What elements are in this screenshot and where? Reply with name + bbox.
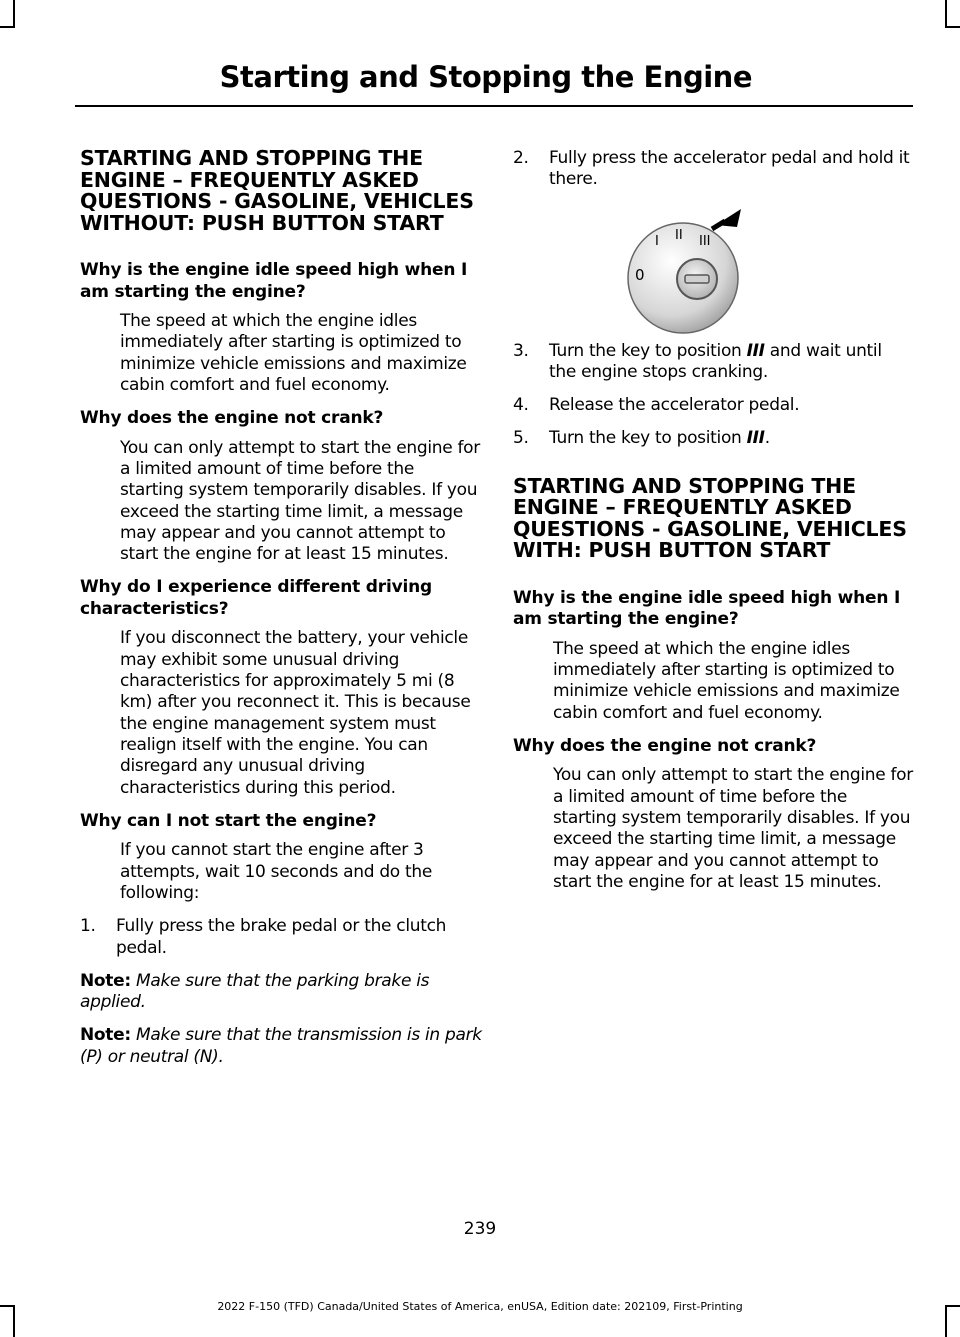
crop-mark xyxy=(945,26,960,28)
section-heading: STARTING AND STOPPING THE ENGINE – FREQUENTLY ASKED QUESTIONS - GASOLINE, VEHICLES WITH: PUSH BUTTON START xyxy=(513,473,907,563)
step-text: Release the accelerator pedal. xyxy=(549,395,800,416)
header-rule xyxy=(75,105,913,107)
faq-question: Why does the engine not crank? xyxy=(80,408,384,429)
faq-answer: The speed at which the engine idles immediately after starting is optimized to minimize vehicle emissions and maximize cabin comfort and fuel economy. xyxy=(120,311,467,395)
step-text-part: . xyxy=(764,428,770,449)
note xyxy=(80,971,482,1014)
arrow-indicator-icon xyxy=(712,221,725,229)
step-2 xyxy=(513,148,913,191)
page-number: 239 xyxy=(463,1219,497,1239)
step-text-part: Turn the key to position xyxy=(549,428,747,449)
step-3 xyxy=(513,341,913,384)
section-heading: STARTING AND STOPPING THE ENGINE – FREQUENTLY ASKED QUESTIONS - GASOLINE, VEHICLES WITHOUT: PUSH BUTTON START xyxy=(80,146,474,235)
faq-answer: If you cannot start the engine after 3 attempts, wait 10 seconds and do the following: xyxy=(120,840,433,903)
faq-answer: You can only attempt to start the engine for a limited amount of time before the starting system temporarily disables. If you exceed the starting time limit, a message may appear and you cannot attempt to start the engine for at least 15 minutes. xyxy=(553,765,913,892)
step-number: 3. xyxy=(513,340,529,361)
faq-question: Why is the engine idle speed high when I am starting the engine? xyxy=(513,587,901,630)
step-1 xyxy=(80,916,482,959)
step-text xyxy=(549,341,913,384)
key-position: III xyxy=(746,428,765,449)
right-column xyxy=(513,148,913,905)
ignition-figure xyxy=(513,203,913,341)
note-label: Note: xyxy=(80,970,131,991)
step-number: 5. xyxy=(513,428,529,449)
step-4 xyxy=(513,395,913,416)
key-position: III xyxy=(746,340,765,361)
crop-mark xyxy=(945,0,947,28)
note xyxy=(80,1025,482,1068)
crop-mark xyxy=(13,0,15,28)
crop-mark xyxy=(0,26,15,28)
faq-answer: If you disconnect the battery, your vehicle may exhibit some unusual driving characteristics for approximately 5 mi (8 km) after you reconnect it. This is because the engine management system must realign itself with the engine. You can disregard any unusual driving characteristics during this period. xyxy=(120,628,471,798)
step-number: 4. xyxy=(513,395,529,416)
step-number: 1. xyxy=(80,916,96,937)
step-text: Fully press the brake pedal or the clutch pedal. xyxy=(116,916,447,958)
faq-answer: The speed at which the engine idles immediately after starting is optimized to minimize vehicle emissions and maximize cabin comfort and fuel economy. xyxy=(553,638,900,723)
page-footer: 2022 F-150 (TFD) Canada/United States of America, enUSA, Edition date: 202109, First-Printing xyxy=(217,1300,743,1313)
step-text-part: Turn the key to position xyxy=(549,340,747,361)
page-header-title: Starting and Stopping the Engine xyxy=(219,60,752,94)
faq-question: Why do I experience different driving characteristics? xyxy=(80,577,432,619)
ignition-switch-icon xyxy=(613,205,763,335)
faq-question: Why can I not start the engine? xyxy=(80,810,377,831)
position-2-label: II xyxy=(675,227,683,243)
faq-question: Why does the engine not crank? xyxy=(513,735,817,756)
step-number: 2. xyxy=(513,148,529,168)
note-label: Note: xyxy=(80,1025,131,1046)
position-0-label: 0 xyxy=(635,265,645,284)
note-text: Make sure that the parking brake is applied. xyxy=(80,970,430,1013)
note-text: Make sure that the transmission is in park (P) or neutral (N). xyxy=(80,1025,482,1067)
faq-question: Why is the engine idle speed high when I am starting the engine? xyxy=(80,260,468,302)
step-text-part: and wait until the engine stops cranking. xyxy=(549,340,882,382)
left-column xyxy=(80,148,482,1080)
step-text xyxy=(549,428,913,449)
step-text: Fully press the accelerator pedal and hold it there. xyxy=(549,148,910,190)
step-5 xyxy=(513,428,913,449)
faq-answer: You can only attempt to start the engine for a limited amount of time before the starting system temporarily disables. If you exceed the starting time limit, a message may appear and you cannot attempt to start the engine for at least 15 minutes. xyxy=(120,437,480,565)
key-slot xyxy=(685,275,709,283)
position-1-label: I xyxy=(655,233,659,249)
position-3-label: III xyxy=(699,233,711,249)
